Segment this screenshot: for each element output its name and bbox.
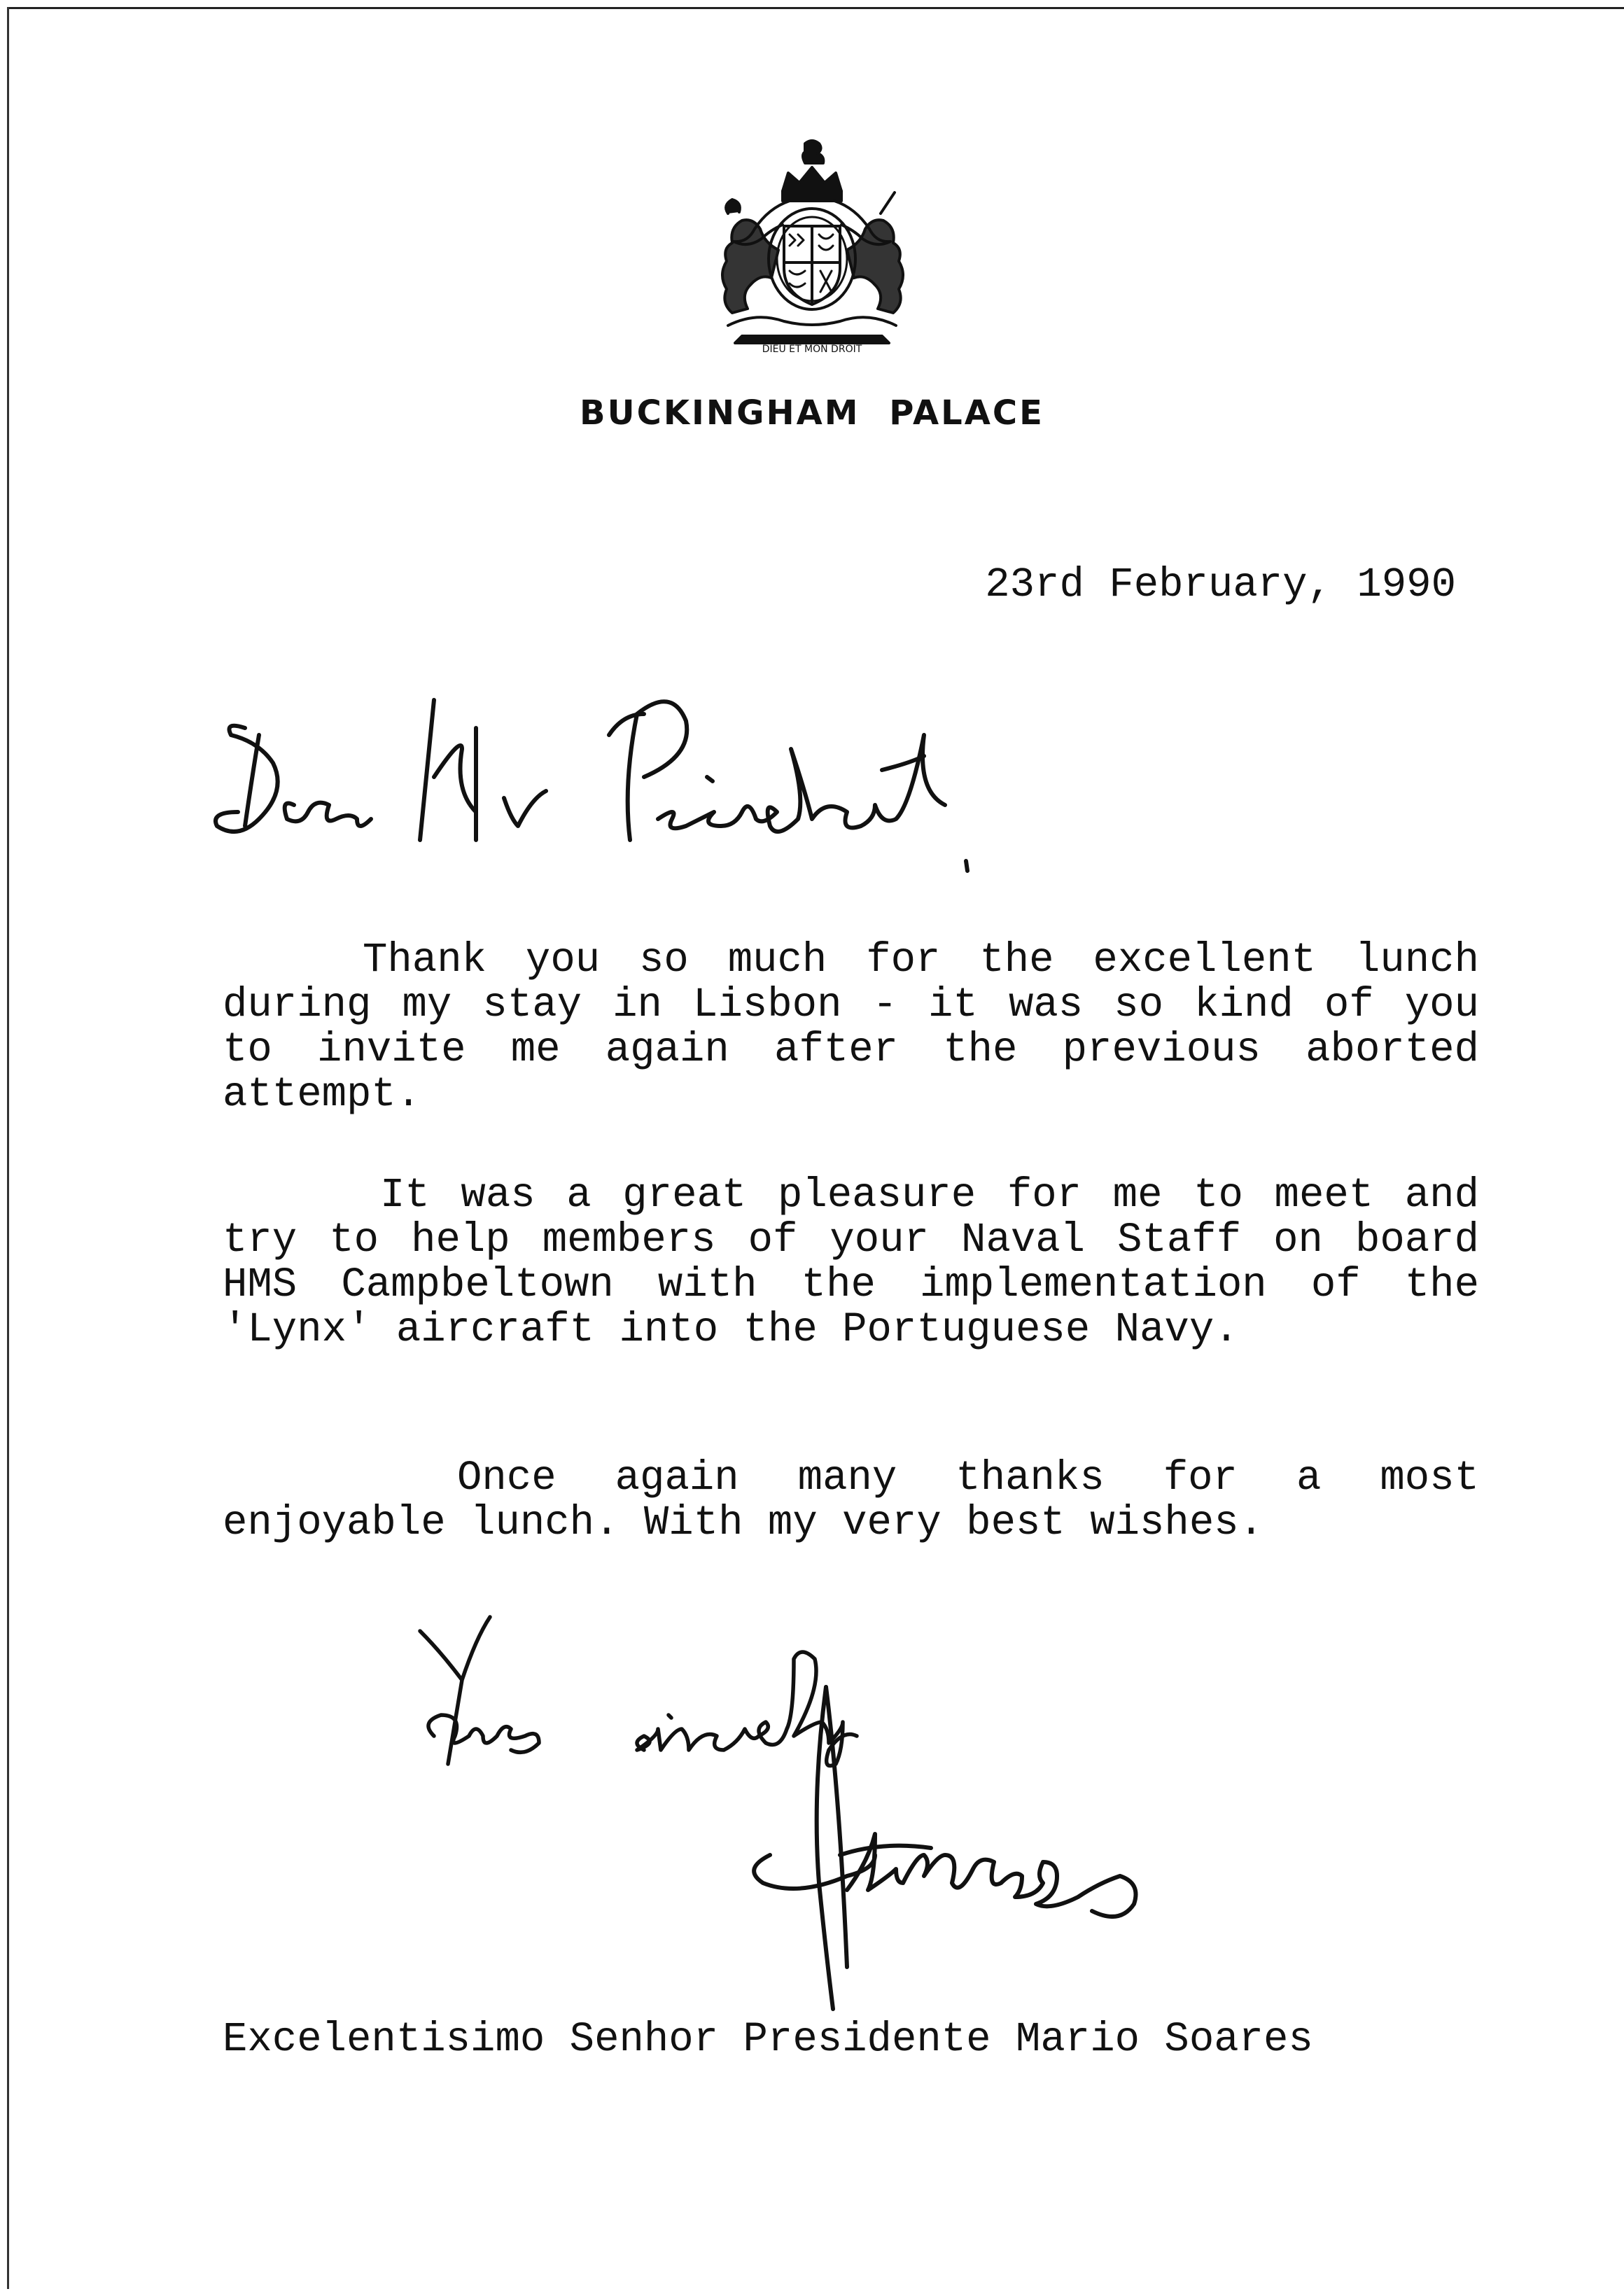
addressee: Excelentisimo Senhor Presidente Mario Soares [223, 2016, 1313, 2063]
letter-date: 23rd February, 1990 [985, 561, 1456, 608]
paragraph-3: Once again many thanks for a most enjoyable lunch. With my very best wishes. [223, 1455, 1479, 1546]
royal-coat-of-arms-icon [700, 136, 924, 357]
salutation-text [0, 0, 1, 1]
scan-edge-top [7, 7, 1624, 9]
letterhead-title: BUCKINGHAM PALACE [580, 393, 1044, 433]
signature [742, 1680, 1246, 2016]
paragraph-2: It was a great pleasure for me to meet and try to help members of your Naval Staff on board HMS Campbeltown with the implementation of the 'Lynx' aircraft into the Portuguese Navy. [223, 1172, 1479, 1353]
closing-text [0, 0, 1, 1]
signature-text [0, 0, 1, 1]
handwritten-salutation [210, 686, 1015, 875]
svg-text:DIEU ET MON DROIT: DIEU ET MON DROIT [762, 344, 862, 355]
paragraph-1: Thank you so much for the excellent lunch during my stay in Lisbon - it was so kind of you to invite me again after the previous aborted attempt. [223, 937, 1479, 1118]
crest-icon-name [0, 0, 1, 1]
scan-edge-left [7, 7, 9, 2289]
